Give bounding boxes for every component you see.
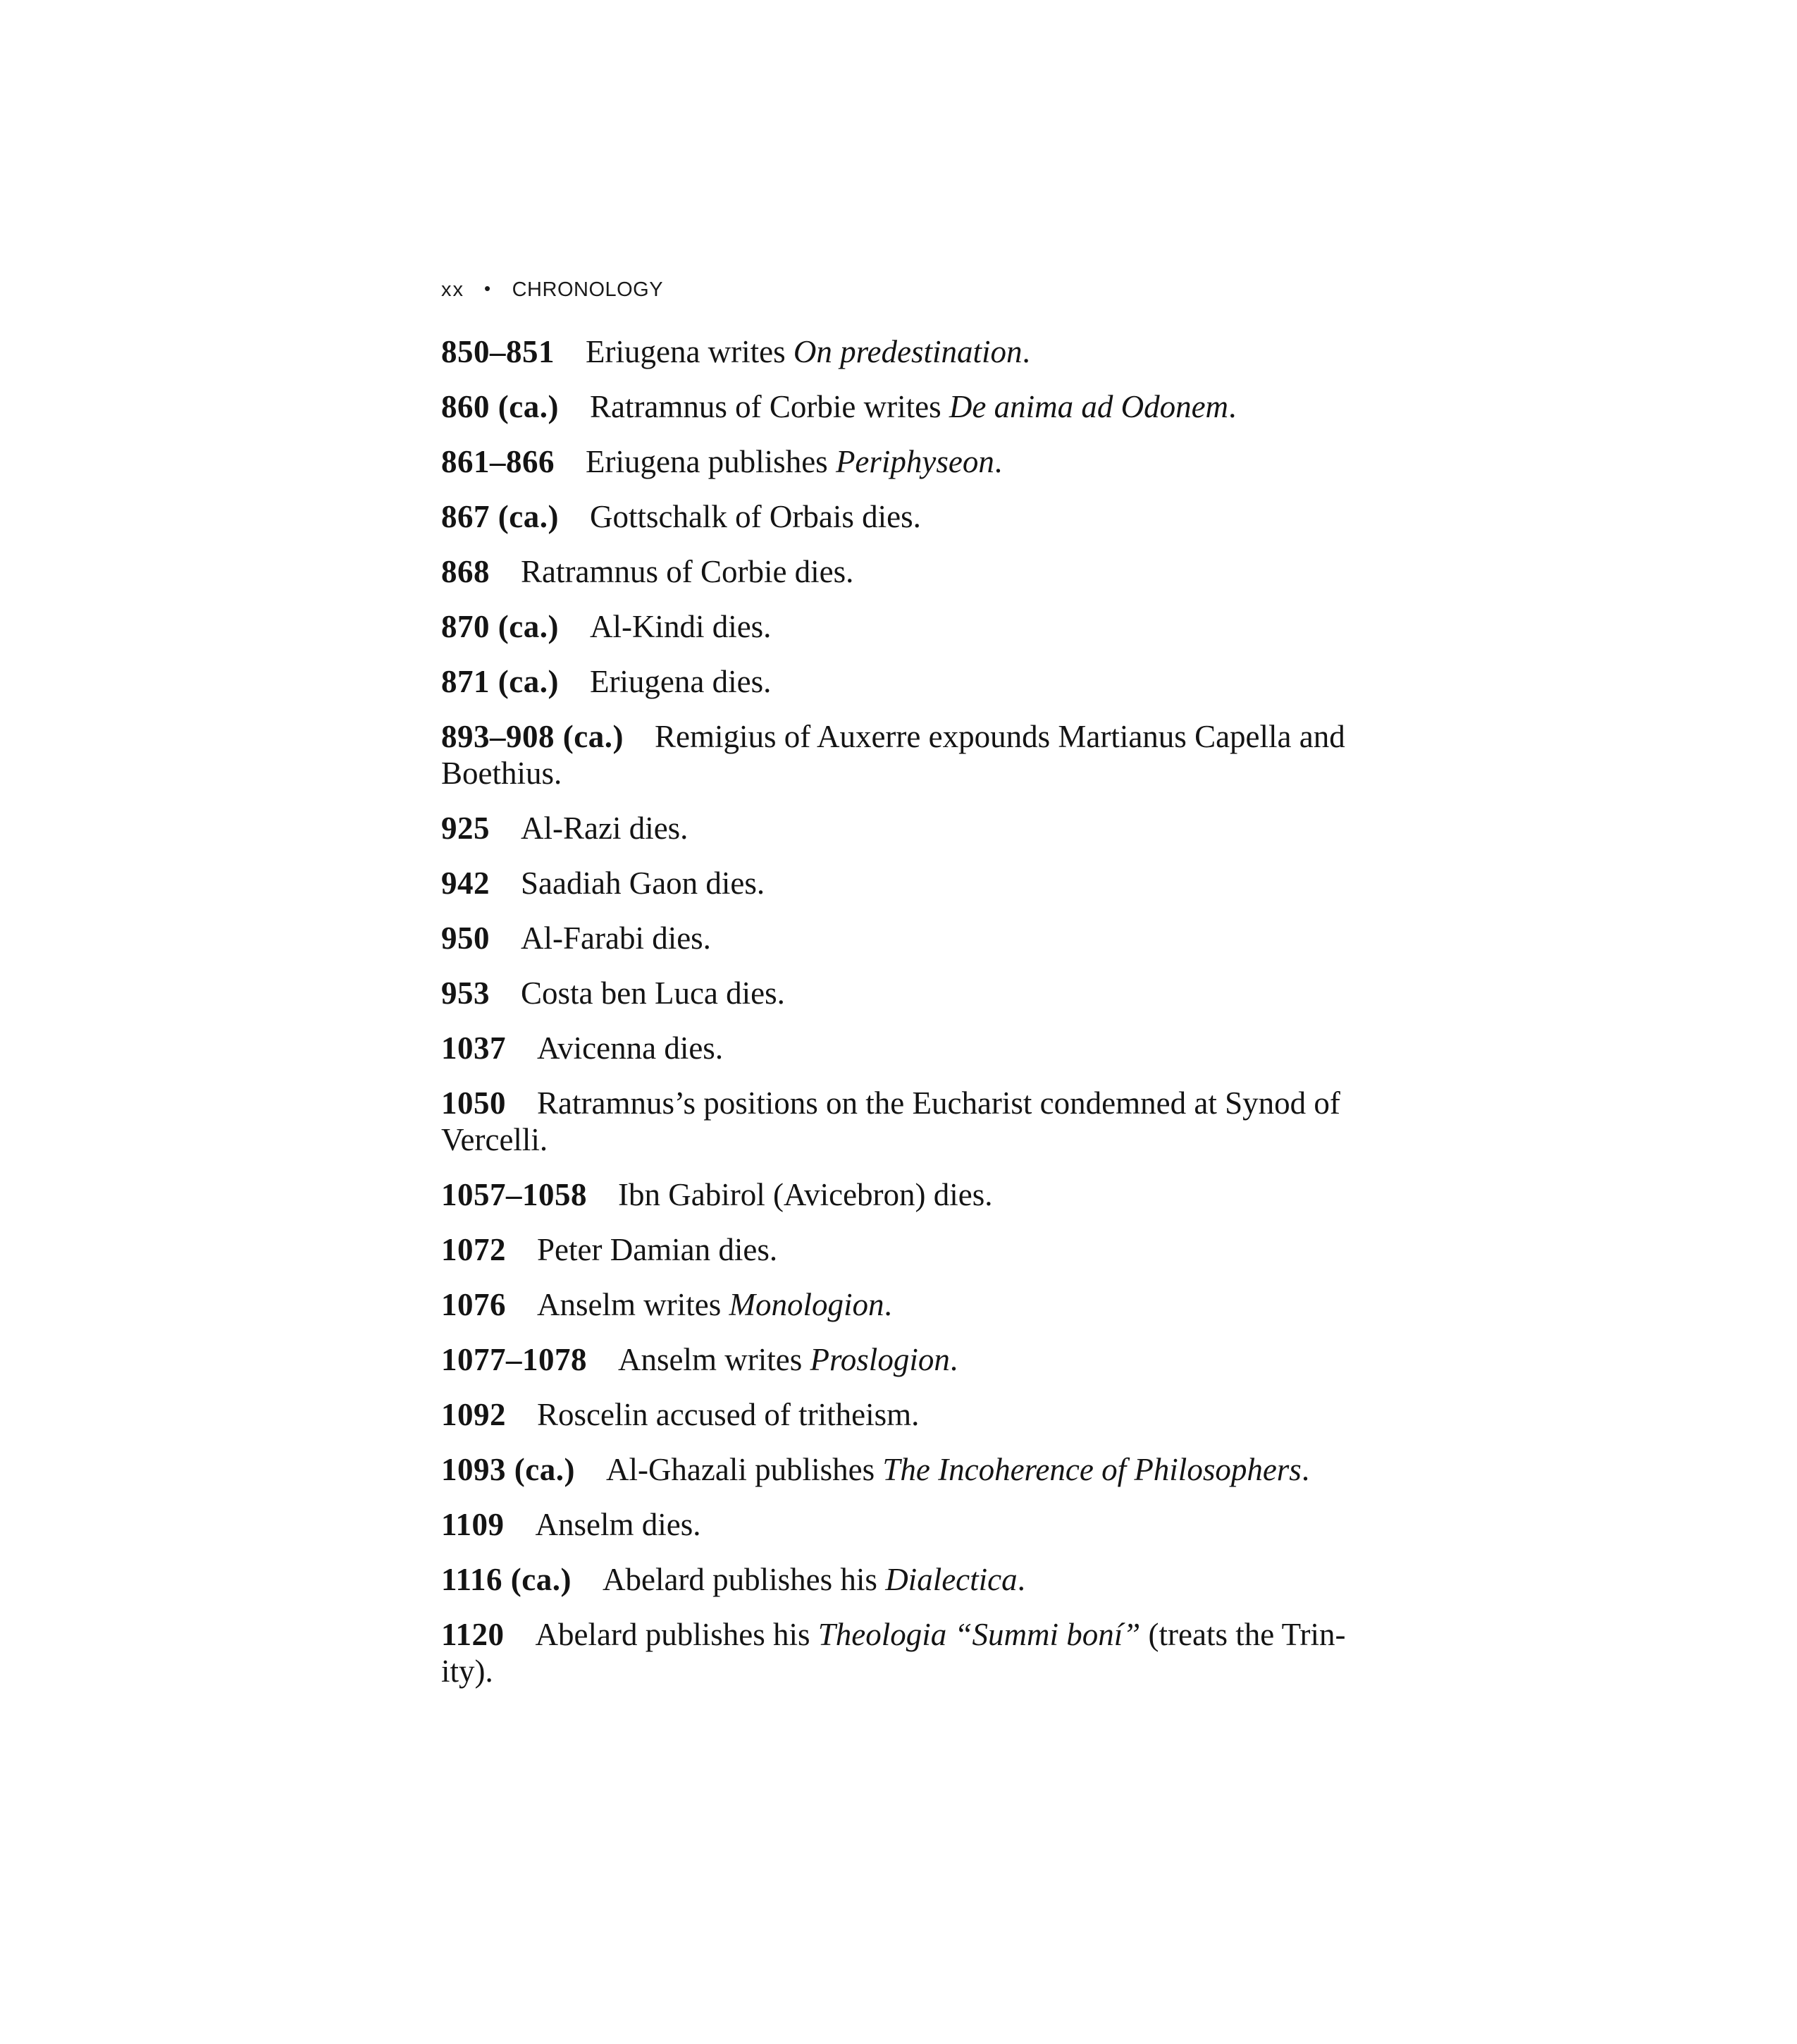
chronology-entry [441,1231,1428,1268]
page-number: xx [441,278,464,301]
entry-text: Eriugena dies. [589,664,772,699]
entry-text: Ratramnus’s positions on the Eucharist condemned at Synod of [537,1085,1340,1121]
chronology-entry [441,443,1428,480]
entry-text: . [884,1287,892,1322]
entry-text: (treats the Trin- [1140,1617,1346,1652]
entry-text: Eriugena writes [586,334,793,369]
entry-text: Peter Damian dies. [537,1232,778,1267]
chronology-entry [441,865,1428,901]
chronology-entry [441,1616,1428,1689]
entry-work-title: De anima ad Odonem [949,389,1229,424]
entry-year: 860 (ca.) [441,389,559,424]
entry-year: 1077–1078 [441,1342,587,1377]
entry-text: Al-Kindi dies. [589,609,772,644]
chronology-entry [441,1341,1428,1378]
entry-year: 1120 [441,1617,505,1652]
chronology-entry [441,810,1428,846]
entry-year: 871 (ca.) [441,664,559,699]
entry-text: . [1228,389,1237,424]
entry-work-title: Monologion [729,1287,884,1322]
chronology-entry [441,920,1428,956]
entry-text: Abelard publishes his [602,1562,886,1597]
chronology-entry [441,333,1428,370]
entry-text: Al-Razi dies. [521,811,688,846]
entry-year: 850–851 [441,334,555,369]
chronology-entry [441,608,1428,645]
entry-work-title: The Incoherence of Philosophers [882,1452,1302,1487]
entry-year: 893–908 (ca.) [441,719,624,754]
running-header [441,276,663,302]
entry-year: 1057–1058 [441,1177,587,1212]
entry-year: 953 [441,975,490,1011]
entry-work-title: On predestination [793,334,1023,369]
entry-text: Ratramnus of Corbie writes [589,389,949,424]
entry-text: ity). [441,1654,493,1689]
entry-year: 1092 [441,1397,506,1432]
entry-year: 1050 [441,1085,506,1121]
entry-year: 870 (ca.) [441,609,559,644]
chronology-entry [441,1451,1428,1488]
entry-text: Al-Ghazali publishes [605,1452,883,1487]
entry-year: 1093 (ca.) [441,1452,575,1487]
entry-text: Anselm writes [618,1342,810,1377]
chronology-entry [441,718,1428,792]
entry-text: Anselm writes [537,1287,729,1322]
chronology-entry [441,1561,1428,1598]
entry-year: 950 [441,921,490,956]
entry-text: . [1017,1562,1025,1597]
entry-year: 861–866 [441,444,555,479]
entry-text: Boethius. [441,756,562,791]
entry-text: Al-Farabi dies. [521,921,711,956]
chronology-entry [441,1030,1428,1066]
entry-text: Avicenna dies. [537,1030,724,1066]
entry-work-title: Proslogion [810,1342,950,1377]
chronology-entry [441,1085,1428,1158]
chronology-entry [441,553,1428,590]
chronology-entry [441,388,1428,425]
entry-year: 942 [441,866,490,901]
entry-text: Remigius of Auxerre expounds Martianus Capella and [654,719,1345,754]
entry-text: Ibn Gabirol (Avicebron) dies. [618,1177,993,1212]
entry-year: 868 [441,554,490,589]
entry-year: 1116 (ca.) [441,1562,572,1597]
entry-year: 1037 [441,1030,506,1066]
entry-year: 925 [441,811,490,846]
chronology-entry [441,1506,1428,1543]
entry-year: 1109 [441,1507,505,1542]
entry-year: 1076 [441,1287,506,1322]
entry-text: Ratramnus of Corbie dies. [521,554,854,589]
chronology-entry [441,498,1428,535]
chronology-entry [441,975,1428,1011]
entry-work-title: Theologia “Summi boní” [817,1617,1141,1652]
entry-text: Saadiah Gaon dies. [521,866,765,901]
entry-text: Gottschalk of Orbais dies. [589,499,921,534]
entry-year: 1072 [441,1232,506,1267]
entry-text: Costa ben Luca dies. [521,975,785,1011]
entry-text: Roscelin accused of tritheism. [537,1397,920,1432]
chronology-entry [441,663,1428,700]
chronology-entry [441,1286,1428,1323]
chronology-entry [441,1396,1428,1433]
entry-text: . [949,1342,958,1377]
entry-text: Abelard publishes his [535,1617,818,1652]
header-title: CHRONOLOGY [512,278,664,301]
chronology-entry [441,1176,1428,1213]
entry-text: Vercelli. [441,1122,548,1157]
bullet-separator-icon: • [484,278,491,299]
entry-text: . [1022,334,1030,369]
entry-text: . [1301,1452,1310,1487]
entry-year: 867 (ca.) [441,499,559,534]
entry-text: Anselm dies. [535,1507,701,1542]
entry-text: Eriugena publishes [586,444,836,479]
entry-text: . [994,444,1003,479]
chronology-entries [441,333,1428,1708]
entry-work-title: Dialectica [885,1562,1018,1597]
entry-work-title: Periphyseon [835,444,994,479]
